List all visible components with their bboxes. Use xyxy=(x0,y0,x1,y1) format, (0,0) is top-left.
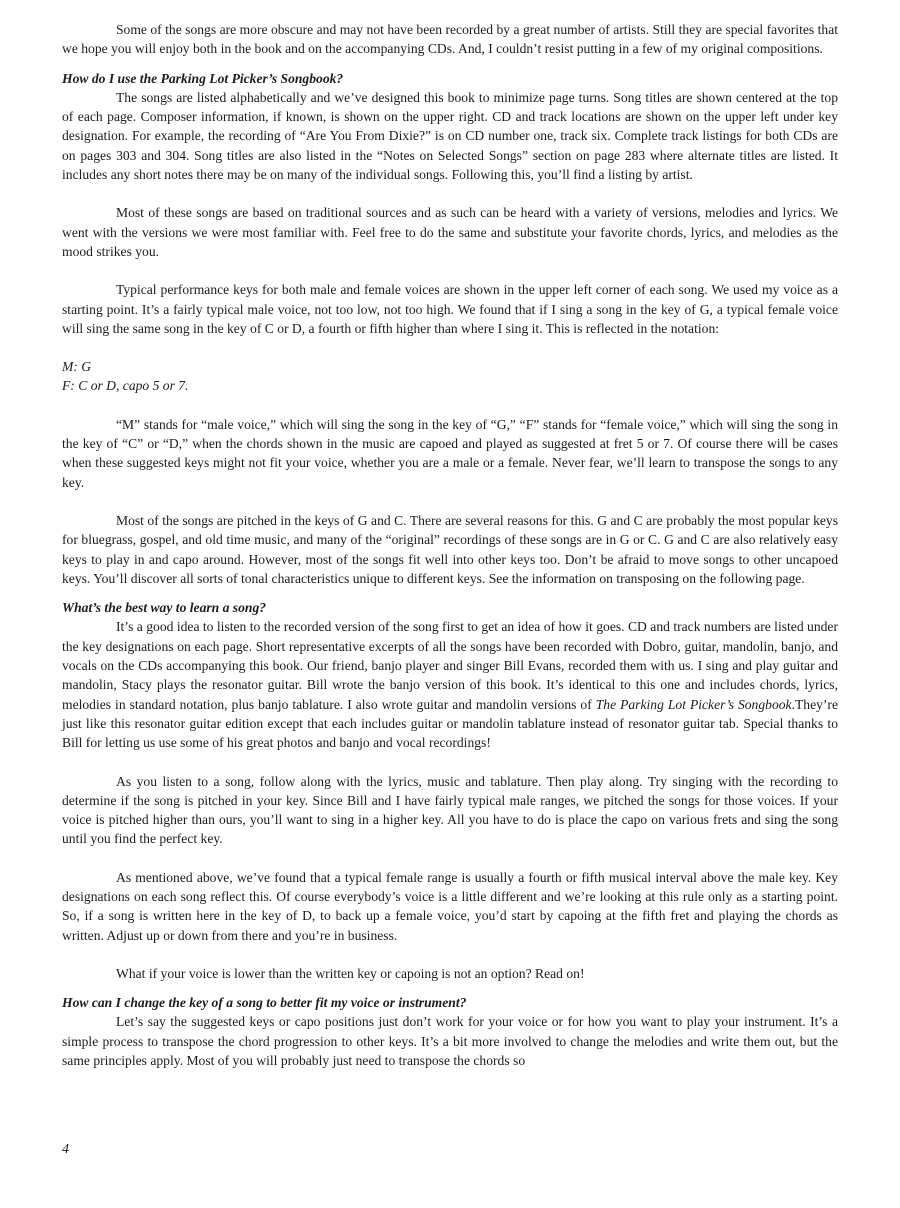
paragraph-learn-3: As mentioned above, we’ve found that a typical female range is usually a fourth or fifth musical interval above the male key. Key designations on each song reflect this. Of course everybody’s voice is a little different and we’re looking at this rule only as a starting point. So, if a song is written here in the key of D, to back up a female voice, you’d start by capoing at the fifth fret and playing the chords as written. Adjust up or down from there and you’re in business. xyxy=(62,869,838,943)
paragraph-use-4: “M” stands for “male voice,” which will sing the song in the key of “G,” “F” stands for “female voice,” which will sing the song in the key of “C” or “D,” when the chords shown in the music are capoed and played as suggested at fret 5 or 7. Of course there will be cases when these suggested keys might not fit your voice, whether you are a male or a female. Never fear, we’ll learn to transpose the songs to any key. xyxy=(62,416,838,490)
paragraph-learn-2: As you listen to a song, follow along with the lyrics, music and tablature. Then play along. Try singing with the recording to determine if the song is pitched in your key. Since Bill and I have fairly typical male ranges, we pitched the songs for those voices. If your voice is pitched higher than ours, you’ll want to sing in a higher key. All you have to do is place the capo on various frets and sing the song until you find the perfect key. xyxy=(62,773,838,847)
paragraph-use-1: The songs are listed alphabetically and we’ve designed this book to minimize page turns. Song titles are shown centered at the top of each page. Composer information, if known, is shown on the upper right. CD and track locations are shown on the upper left under key designation. For example, the recording of “Are You From Dixie?” is on CD number one, track six. Complete track listings for both CDs are on pages 303 and 304. Song titles are also listed in the “Notes on Selected Songs” section on page 283 where alternate titles are listed. It includes any short notes there may be on many of the individual songs. Following this, you’ll find a listing by artist. xyxy=(62,89,838,183)
learn-1-text-b: .They’re just like this resonator guitar edition except that each includes guitar or mandolin tablature instead of resonator guitar tab. Special thanks to Bill for letting us use some of his great photos and banjo and vocal recordings! xyxy=(62,696,838,751)
paragraph-use-3: Typical performance keys for both male and female voices are shown in the upper left corner of each song. We used my voice as a starting point. It’s a fairly typical male voice, not too low, not too high. We found that if I sing a song in the key of G, a typical female voice will sing the same song in the key of C or D, a fourth or fifth higher than where I sing it. This is reflected in the notation: xyxy=(62,282,838,336)
page-number: 4 xyxy=(62,1142,69,1157)
paragraph-learn-1 xyxy=(62,617,838,752)
notation-female: F: C or D, capo 5 or 7. xyxy=(62,378,189,394)
paragraph-change-1: Let’s say the suggested keys or capo positions just don’t work for your voice or for how you want to play your instrument. It’s a simple process to transpose the chord progression to other keys. It’s a bit more involved to change the melodies and write them out, but the same principles apply. Most of you will probably just need to transpose the chords so xyxy=(62,1014,838,1069)
heading-best-way: What’s the best way to learn a song? xyxy=(62,600,267,616)
intro-paragraph: Some of the songs are more obscure and may not have been recorded by a great number of artists. Still they are special favorites that we hope you will enjoy both in the book and on the accompanying CDs. And, I couldn’t resist putting in a few of my original compositions. xyxy=(62,22,838,57)
paragraph-use-5: Most of the songs are pitched in the keys of G and C. There are several reasons for this. G and C are probably the most popular keys for bluegrass, gospel, and old time music, and many of the “original” recordings of these songs are in G or C. G and C are also relatively easy keys to play in and capo around. However, most of the songs fit well into other keys too. Don’t be afraid to move songs to other uncapoed keys. You’ll discover all sorts of tonal characteristics unique to different keys. See the information on transposing on the following page. xyxy=(62,512,838,586)
paragraph-use-2: Most of these songs are based on traditional sources and as such can be heard with a variety of versions, melodies and lyrics. We went with the versions we were most familiar with. Feel free to do the same and substitute your favorite chords, lyrics, and melodies as the mood strikes you. xyxy=(62,205,838,259)
notation-male: M: G xyxy=(62,359,92,375)
heading-change-key: How can I change the key of a song to better fit my voice or instrument? xyxy=(62,995,467,1011)
book-title: The Parking Lot Picker’s Songbook xyxy=(595,696,792,712)
heading-how-use: How do I use the Parking Lot Picker’s Songbook? xyxy=(62,70,344,86)
learn-1-text-a: It’s a good idea to listen to the recorded version of the song first to get an idea of how it goes. CD and track numbers are listed under the key designations on each page. Short representative excerpts of all the songs have been recorded with Dobro, guitar, mandolin, banjo, and vocals on the CDs accompanying this book. Our friend, banjo player and singer Bill Evans, recorded them with us. I sing and play guitar and mandolin, Stacy plays the resonator guitar. Bill wrote the banjo version of this book. It’s identical to this one and includes chords, lyrics, melodies in standard notation, plus banjo tablature. I also wrote guitar and mandolin versions of xyxy=(62,619,838,712)
paragraph-learn-4: What if your voice is lower than the written key or capoing is not an option? Read on! xyxy=(116,965,585,981)
